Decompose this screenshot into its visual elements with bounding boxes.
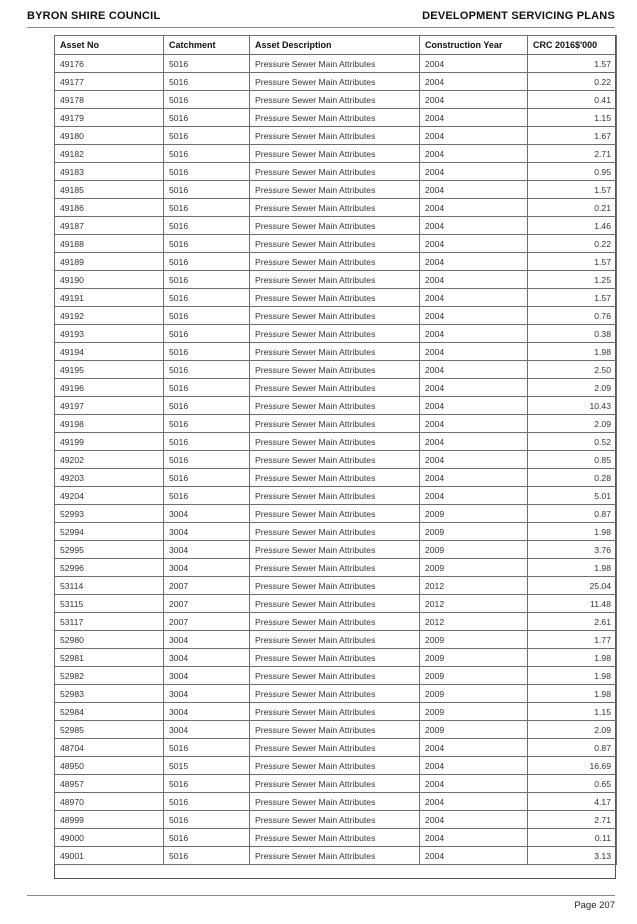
asset-table [54, 35, 617, 865]
table-header-row [55, 36, 617, 55]
cell-catchment: 3004 [164, 721, 250, 739]
cell-catchment: 3004 [164, 523, 250, 541]
cell-catchment: 5016 [164, 55, 250, 73]
cell-crc: 2.09 [528, 379, 617, 397]
table-row [55, 739, 617, 757]
cell-catchment: 5016 [164, 793, 250, 811]
cell-asset-no: 52980 [55, 631, 164, 649]
table-row [55, 703, 617, 721]
cell-asset-description: Pressure Sewer Main Attributes [250, 847, 420, 865]
cell-asset-description: Pressure Sewer Main Attributes [250, 235, 420, 253]
cell-catchment: 5016 [164, 199, 250, 217]
cell-catchment: 5016 [164, 91, 250, 109]
cell-crc: 0.76 [528, 307, 617, 325]
table-row [55, 847, 617, 865]
cell-construction-year: 2004 [420, 91, 528, 109]
cell-construction-year: 2009 [420, 721, 528, 739]
col-header-crc: CRC 2016$'000 [528, 36, 617, 55]
cell-catchment: 5016 [164, 217, 250, 235]
cell-construction-year: 2004 [420, 289, 528, 307]
cell-asset-description: Pressure Sewer Main Attributes [250, 595, 420, 613]
cell-crc: 0.95 [528, 163, 617, 181]
table-row [55, 163, 617, 181]
cell-crc: 1.98 [528, 559, 617, 577]
cell-asset-description: Pressure Sewer Main Attributes [250, 793, 420, 811]
cell-catchment: 5016 [164, 127, 250, 145]
cell-asset-description: Pressure Sewer Main Attributes [250, 109, 420, 127]
cell-crc: 1.98 [528, 523, 617, 541]
table-row [55, 127, 617, 145]
cell-asset-no: 52984 [55, 703, 164, 721]
cell-construction-year: 2004 [420, 739, 528, 757]
cell-asset-no: 49187 [55, 217, 164, 235]
cell-asset-no: 49193 [55, 325, 164, 343]
cell-crc: 0.87 [528, 505, 617, 523]
cell-construction-year: 2004 [420, 397, 528, 415]
cell-asset-description: Pressure Sewer Main Attributes [250, 271, 420, 289]
cell-asset-description: Pressure Sewer Main Attributes [250, 73, 420, 91]
cell-construction-year: 2004 [420, 217, 528, 235]
cell-crc: 0.38 [528, 325, 617, 343]
cell-construction-year: 2004 [420, 235, 528, 253]
cell-crc: 0.22 [528, 73, 617, 91]
cell-asset-description: Pressure Sewer Main Attributes [250, 775, 420, 793]
document-title: DEVELOPMENT SERVICING PLANS [422, 10, 615, 22]
cell-crc: 1.98 [528, 685, 617, 703]
cell-asset-description: Pressure Sewer Main Attributes [250, 739, 420, 757]
cell-asset-description: Pressure Sewer Main Attributes [250, 757, 420, 775]
cell-asset-no: 49202 [55, 451, 164, 469]
header-divider [27, 27, 615, 28]
cell-construction-year: 2004 [420, 253, 528, 271]
cell-construction-year: 2004 [420, 145, 528, 163]
cell-catchment: 3004 [164, 505, 250, 523]
cell-asset-no: 48999 [55, 811, 164, 829]
cell-crc: 2.71 [528, 811, 617, 829]
cell-crc: 1.98 [528, 667, 617, 685]
cell-asset-no: 52993 [55, 505, 164, 523]
cell-construction-year: 2004 [420, 181, 528, 199]
cell-asset-description: Pressure Sewer Main Attributes [250, 451, 420, 469]
cell-construction-year: 2004 [420, 127, 528, 145]
cell-construction-year: 2009 [420, 541, 528, 559]
cell-catchment: 5016 [164, 361, 250, 379]
cell-asset-no: 52985 [55, 721, 164, 739]
cell-asset-no: 49192 [55, 307, 164, 325]
cell-construction-year: 2004 [420, 379, 528, 397]
cell-asset-no: 49203 [55, 469, 164, 487]
col-header-catchment: Catchment [164, 36, 250, 55]
cell-catchment: 5016 [164, 235, 250, 253]
cell-construction-year: 2009 [420, 685, 528, 703]
cell-construction-year: 2004 [420, 163, 528, 181]
cell-catchment: 5016 [164, 145, 250, 163]
cell-catchment: 3004 [164, 541, 250, 559]
cell-construction-year: 2004 [420, 73, 528, 91]
cell-asset-no: 48950 [55, 757, 164, 775]
cell-crc: 1.57 [528, 289, 617, 307]
cell-crc: 11.48 [528, 595, 617, 613]
cell-catchment: 3004 [164, 559, 250, 577]
cell-crc: 1.98 [528, 649, 617, 667]
cell-catchment: 3004 [164, 703, 250, 721]
cell-asset-description: Pressure Sewer Main Attributes [250, 307, 420, 325]
cell-asset-description: Pressure Sewer Main Attributes [250, 289, 420, 307]
table-row [55, 811, 617, 829]
cell-catchment: 5016 [164, 163, 250, 181]
table-row [55, 361, 617, 379]
cell-asset-no: 52983 [55, 685, 164, 703]
cell-asset-no: 49182 [55, 145, 164, 163]
cell-asset-description: Pressure Sewer Main Attributes [250, 523, 420, 541]
table-row [55, 253, 617, 271]
cell-construction-year: 2004 [420, 307, 528, 325]
cell-catchment: 3004 [164, 649, 250, 667]
cell-crc: 0.41 [528, 91, 617, 109]
page-number: Page 207 [574, 900, 615, 911]
table-row [55, 199, 617, 217]
cell-catchment: 5016 [164, 433, 250, 451]
table-row [55, 577, 617, 595]
cell-asset-no: 49000 [55, 829, 164, 847]
cell-crc: 1.98 [528, 343, 617, 361]
cell-catchment: 5016 [164, 109, 250, 127]
table-row [55, 685, 617, 703]
cell-construction-year: 2004 [420, 847, 528, 865]
table-row [55, 721, 617, 739]
cell-construction-year: 2004 [420, 469, 528, 487]
cell-crc: 3.13 [528, 847, 617, 865]
table-row [55, 379, 617, 397]
cell-asset-description: Pressure Sewer Main Attributes [250, 145, 420, 163]
cell-asset-description: Pressure Sewer Main Attributes [250, 631, 420, 649]
table-row [55, 613, 617, 631]
table-row [55, 415, 617, 433]
cell-asset-description: Pressure Sewer Main Attributes [250, 649, 420, 667]
cell-construction-year: 2004 [420, 433, 528, 451]
cell-catchment: 5016 [164, 775, 250, 793]
cell-asset-description: Pressure Sewer Main Attributes [250, 253, 420, 271]
cell-asset-description: Pressure Sewer Main Attributes [250, 397, 420, 415]
cell-crc: 1.57 [528, 55, 617, 73]
cell-construction-year: 2004 [420, 829, 528, 847]
cell-construction-year: 2009 [420, 649, 528, 667]
cell-construction-year: 2012 [420, 577, 528, 595]
cell-asset-description: Pressure Sewer Main Attributes [250, 469, 420, 487]
table-row [55, 649, 617, 667]
cell-crc: 0.28 [528, 469, 617, 487]
table-row [55, 145, 617, 163]
cell-asset-no: 49176 [55, 55, 164, 73]
cell-crc: 1.25 [528, 271, 617, 289]
cell-asset-no: 48957 [55, 775, 164, 793]
cell-construction-year: 2004 [420, 811, 528, 829]
cell-asset-description: Pressure Sewer Main Attributes [250, 379, 420, 397]
cell-catchment: 5016 [164, 847, 250, 865]
table-row [55, 523, 617, 541]
cell-asset-no: 53115 [55, 595, 164, 613]
cell-asset-no: 49001 [55, 847, 164, 865]
cell-asset-no: 53114 [55, 577, 164, 595]
cell-asset-description: Pressure Sewer Main Attributes [250, 217, 420, 235]
cell-asset-no: 49197 [55, 397, 164, 415]
table-row [55, 325, 617, 343]
cell-construction-year: 2009 [420, 667, 528, 685]
cell-asset-no: 48704 [55, 739, 164, 757]
cell-asset-no: 49190 [55, 271, 164, 289]
cell-asset-description: Pressure Sewer Main Attributes [250, 343, 420, 361]
cell-crc: 1.57 [528, 253, 617, 271]
table-row [55, 217, 617, 235]
cell-crc: 2.61 [528, 613, 617, 631]
cell-crc: 4.17 [528, 793, 617, 811]
cell-asset-no: 49194 [55, 343, 164, 361]
footer-divider [27, 895, 615, 896]
cell-catchment: 5016 [164, 289, 250, 307]
table-row [55, 667, 617, 685]
table-row [55, 307, 617, 325]
table-row [55, 343, 617, 361]
cell-construction-year: 2004 [420, 199, 528, 217]
cell-catchment: 2007 [164, 577, 250, 595]
table-row [55, 73, 617, 91]
cell-catchment: 5016 [164, 451, 250, 469]
cell-asset-no: 49180 [55, 127, 164, 145]
table-row [55, 595, 617, 613]
cell-asset-no: 49179 [55, 109, 164, 127]
cell-crc: 0.65 [528, 775, 617, 793]
table-row [55, 55, 617, 73]
cell-crc: 0.11 [528, 829, 617, 847]
table-row [55, 775, 617, 793]
cell-asset-description: Pressure Sewer Main Attributes [250, 541, 420, 559]
cell-asset-no: 52995 [55, 541, 164, 559]
table-row [55, 271, 617, 289]
cell-catchment: 5016 [164, 73, 250, 91]
cell-catchment: 5016 [164, 379, 250, 397]
cell-asset-no: 52981 [55, 649, 164, 667]
cell-crc: 1.15 [528, 703, 617, 721]
cell-asset-no: 49185 [55, 181, 164, 199]
cell-asset-no: 49195 [55, 361, 164, 379]
table-row [55, 793, 617, 811]
cell-construction-year: 2009 [420, 703, 528, 721]
cell-crc: 0.52 [528, 433, 617, 451]
cell-asset-description: Pressure Sewer Main Attributes [250, 91, 420, 109]
col-header-asset-no: Asset No [55, 36, 164, 55]
cell-asset-description: Pressure Sewer Main Attributes [250, 613, 420, 631]
cell-asset-no: 48970 [55, 793, 164, 811]
cell-catchment: 3004 [164, 667, 250, 685]
table-row [55, 487, 617, 505]
cell-catchment: 2007 [164, 595, 250, 613]
cell-asset-description: Pressure Sewer Main Attributes [250, 487, 420, 505]
cell-catchment: 5016 [164, 181, 250, 199]
cell-catchment: 3004 [164, 685, 250, 703]
cell-crc: 2.50 [528, 361, 617, 379]
cell-crc: 0.21 [528, 199, 617, 217]
cell-catchment: 5016 [164, 829, 250, 847]
cell-crc: 0.22 [528, 235, 617, 253]
cell-asset-description: Pressure Sewer Main Attributes [250, 325, 420, 343]
cell-asset-no: 49188 [55, 235, 164, 253]
cell-construction-year: 2012 [420, 595, 528, 613]
cell-catchment: 5016 [164, 343, 250, 361]
cell-construction-year: 2004 [420, 109, 528, 127]
cell-asset-description: Pressure Sewer Main Attributes [250, 415, 420, 433]
cell-asset-description: Pressure Sewer Main Attributes [250, 721, 420, 739]
cell-asset-no: 53117 [55, 613, 164, 631]
cell-crc: 3.76 [528, 541, 617, 559]
cell-crc: 1.57 [528, 181, 617, 199]
cell-asset-no: 49191 [55, 289, 164, 307]
table-row [55, 433, 617, 451]
cell-construction-year: 2004 [420, 271, 528, 289]
cell-asset-description: Pressure Sewer Main Attributes [250, 361, 420, 379]
cell-construction-year: 2004 [420, 415, 528, 433]
cell-construction-year: 2012 [420, 613, 528, 631]
cell-crc: 2.09 [528, 415, 617, 433]
cell-asset-no: 49199 [55, 433, 164, 451]
cell-catchment: 5016 [164, 271, 250, 289]
asset-table-frame [54, 35, 616, 879]
cell-asset-description: Pressure Sewer Main Attributes [250, 703, 420, 721]
cell-asset-no: 49196 [55, 379, 164, 397]
cell-construction-year: 2004 [420, 325, 528, 343]
table-row [55, 541, 617, 559]
cell-asset-description: Pressure Sewer Main Attributes [250, 505, 420, 523]
cell-asset-description: Pressure Sewer Main Attributes [250, 811, 420, 829]
cell-asset-description: Pressure Sewer Main Attributes [250, 181, 420, 199]
cell-crc: 16.69 [528, 757, 617, 775]
cell-asset-description: Pressure Sewer Main Attributes [250, 829, 420, 847]
cell-crc: 5.01 [528, 487, 617, 505]
cell-asset-description: Pressure Sewer Main Attributes [250, 55, 420, 73]
cell-construction-year: 2004 [420, 361, 528, 379]
table-row [55, 559, 617, 577]
cell-construction-year: 2004 [420, 451, 528, 469]
cell-crc: 0.85 [528, 451, 617, 469]
table-row [55, 757, 617, 775]
cell-construction-year: 2004 [420, 775, 528, 793]
table-row [55, 397, 617, 415]
cell-catchment: 5016 [164, 469, 250, 487]
cell-construction-year: 2009 [420, 559, 528, 577]
cell-crc: 25.04 [528, 577, 617, 595]
col-header-construction-year: Construction Year [420, 36, 528, 55]
table-row [55, 289, 617, 307]
table-row [55, 181, 617, 199]
cell-catchment: 3004 [164, 631, 250, 649]
cell-asset-no: 52994 [55, 523, 164, 541]
cell-asset-no: 49178 [55, 91, 164, 109]
table-body [55, 55, 617, 865]
cell-construction-year: 2009 [420, 523, 528, 541]
table-row [55, 829, 617, 847]
cell-crc: 1.67 [528, 127, 617, 145]
cell-crc: 1.15 [528, 109, 617, 127]
cell-crc: 1.77 [528, 631, 617, 649]
cell-crc: 1.46 [528, 217, 617, 235]
cell-construction-year: 2004 [420, 55, 528, 73]
cell-asset-no: 52996 [55, 559, 164, 577]
cell-asset-description: Pressure Sewer Main Attributes [250, 577, 420, 595]
col-header-asset-description: Asset Description [250, 36, 420, 55]
cell-construction-year: 2004 [420, 343, 528, 361]
cell-catchment: 5016 [164, 415, 250, 433]
cell-catchment: 5015 [164, 757, 250, 775]
cell-catchment: 5016 [164, 397, 250, 415]
cell-asset-no: 49204 [55, 487, 164, 505]
cell-catchment: 5016 [164, 325, 250, 343]
table-row [55, 91, 617, 109]
cell-catchment: 5016 [164, 307, 250, 325]
cell-construction-year: 2004 [420, 757, 528, 775]
council-name: BYRON SHIRE COUNCIL [27, 10, 161, 22]
cell-asset-no: 49177 [55, 73, 164, 91]
cell-crc: 2.71 [528, 145, 617, 163]
table-row [55, 631, 617, 649]
cell-asset-no: 52982 [55, 667, 164, 685]
cell-asset-description: Pressure Sewer Main Attributes [250, 127, 420, 145]
cell-asset-description: Pressure Sewer Main Attributes [250, 559, 420, 577]
cell-crc: 2.09 [528, 721, 617, 739]
cell-catchment: 2007 [164, 613, 250, 631]
cell-construction-year: 2009 [420, 631, 528, 649]
cell-asset-description: Pressure Sewer Main Attributes [250, 199, 420, 217]
cell-asset-no: 49189 [55, 253, 164, 271]
table-row [55, 109, 617, 127]
cell-construction-year: 2009 [420, 505, 528, 523]
table-row [55, 469, 617, 487]
cell-asset-description: Pressure Sewer Main Attributes [250, 163, 420, 181]
cell-construction-year: 2004 [420, 487, 528, 505]
table-row [55, 451, 617, 469]
cell-asset-description: Pressure Sewer Main Attributes [250, 667, 420, 685]
cell-asset-no: 49186 [55, 199, 164, 217]
cell-catchment: 5016 [164, 253, 250, 271]
cell-crc: 0.87 [528, 739, 617, 757]
cell-catchment: 5016 [164, 487, 250, 505]
cell-crc: 10.43 [528, 397, 617, 415]
cell-asset-no: 49183 [55, 163, 164, 181]
cell-asset-description: Pressure Sewer Main Attributes [250, 433, 420, 451]
table-row [55, 505, 617, 523]
cell-catchment: 5016 [164, 811, 250, 829]
cell-construction-year: 2004 [420, 793, 528, 811]
cell-catchment: 5016 [164, 739, 250, 757]
table-row [55, 235, 617, 253]
cell-asset-no: 49198 [55, 415, 164, 433]
cell-asset-description: Pressure Sewer Main Attributes [250, 685, 420, 703]
